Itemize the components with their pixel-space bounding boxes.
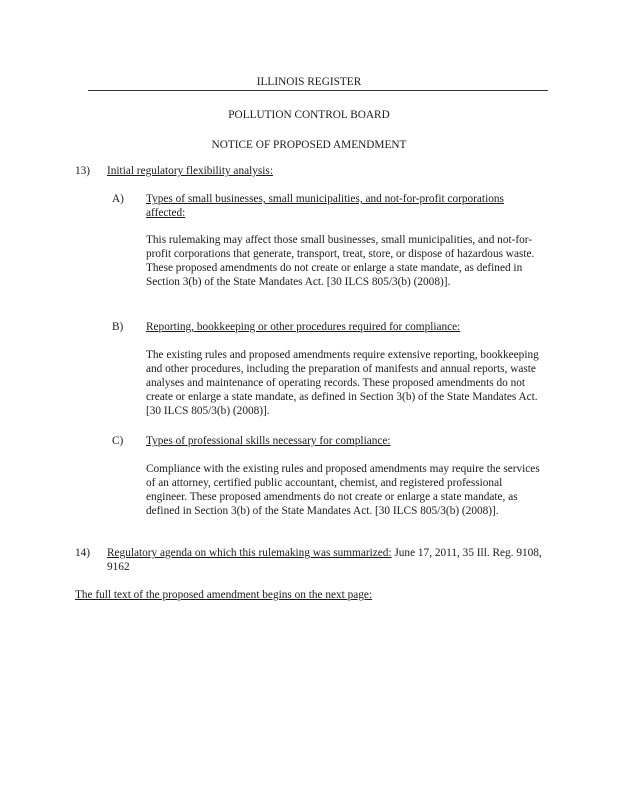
full-text-note: The full text of the proposed amendment begins on the next page: [75,589,373,601]
section-13a-body: This rulemaking may affect those small businesses, small municipalities, and not-for-profit corporations that generate, transport, treat, store, or dispose of hazardous waste. These proposed amendments do not create or enlarge a state mandate, as defined in Section 3(b) of the State Mandates Act. [30 ILCS 805/3(b) (2008)]. [146,234,535,288]
section-14-text [107,546,547,574]
section-14-body: June 17, 2011, 35 Ill. Reg. 9108, 9162 [107,547,542,573]
section-13b-letter: B) [112,321,124,333]
section-13a-title: Types of small businesses, small municipalities, and not-for-profit corporations affected: [146,193,504,219]
section-13-title: Initial regulatory flexibility analysis: [107,165,273,177]
section-13a-letter: A) [112,193,124,205]
board-title: POLLUTION CONTROL BOARD [228,109,390,121]
section-13c-letter: C) [112,435,124,447]
section-13-number: 13) [75,165,91,177]
header-rule [88,90,548,91]
section-14-title: Regulatory agenda on which this rulemaking was summarized: [107,547,392,559]
register-title: ILLINOIS REGISTER [256,76,362,88]
section-13b-title: Reporting, bookkeeping or other procedures required for compliance: [146,321,461,333]
section-13b-body: The existing rules and proposed amendments require extensive reporting, bookkeeping and other procedures, including the preparation of manifests and annual reports, waste analyses and maintenance of operating records. These proposed amendments do not create or enlarge a state mandate, as defined in Section 3(b) of the State Mandates Act. [30 ILCS 805/3(b) (2008)]. [146,349,539,417]
section-13c-body: Compliance with the existing rules and proposed amendments may require the services of an attorney, certified public accountant, chemist, and registered professional engineer. These proposed amendments do not create or enlarge a state mandate, as defined in Section 3(b) of the State Mandates Act. [30 ILCS 805/3(b) (2008)]. [146,463,540,517]
section-14-number: 14) [75,547,91,559]
notice-title: NOTICE OF PROPOSED AMENDMENT [211,139,407,151]
section-13c-title: Types of professional skills necessary for compliance: [146,435,391,447]
